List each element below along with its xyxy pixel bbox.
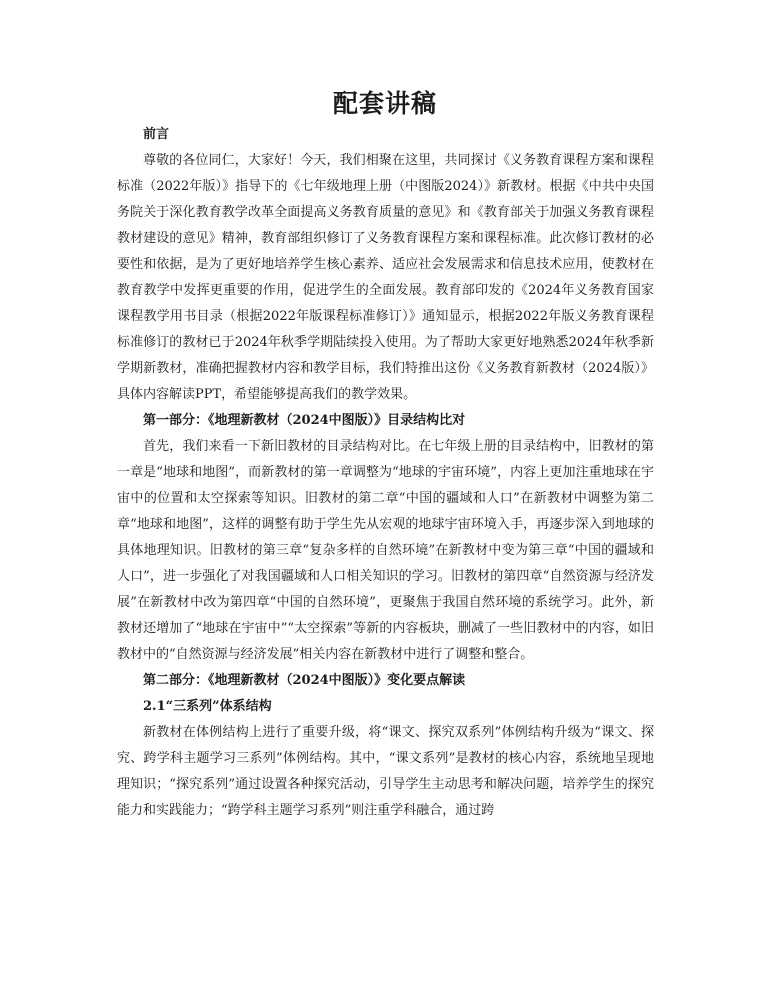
part1-paragraph: 首先，我们来看一下新旧教材的目录结构对比。在七年级上册的目录结构中，旧教材的第一章是“地球和地图”，而新教材的第一章调整为“地球的宇宙环境”，内容上更加注重地球在宇宙中的位置和太空探索等知识。旧教材的第二章“中国的疆域和人口”在新教材中调整为第二章“地球和地图”，这样的调整有助于学生先从宏观的地球宇宙环境入手，再逐步深入到地球的具体地理知识。旧教材的第三章“复杂多样的自然环境”在新教材中变为第三章“中国的疆域和人口”，进一步强化了对我国疆域和人口相关知识的学习。旧教材的第四章“自然资源与经济发展”在新教材中改为第四章“中国的自然环境”，更聚焦于我国自然环境的系统学习。此外，新教材还增加了“地球在宇宙中”“太空探索”等新的内容板块，删减了一些旧教材中的内容，如旧教材中的“自然资源与经济发展”相关内容在新教材中进行了调整和整合。 [117, 439, 654, 662]
section21-paragraph: 新教材在体例结构上进行了重要升级，将“课文、探究双系列”体例结构升级为“课文、探究、跨学科主题学习三系列”体例结构。其中，“课文系列”是教材的核心内容，系统地呈现地理知识；“探究系列”通过设置各种探究活动，引导学生主动思考和解决问题，培养学生的探究能力和实践能力；“跨学科主题学习系列”则注重学科融合，通过跨 [117, 725, 654, 818]
section21-heading: 2.1“三系列”体系结构 [143, 699, 272, 714]
part2-heading: 第二部分：《地理新教材（2024中图版）》变化要点解读 [143, 673, 466, 688]
part1-heading: 第一部分：《地理新教材（2024中图版）》目录结构比对 [143, 413, 466, 428]
preface-paragraph: 尊敬的各位同仁，大家好！今天，我们相聚在这里，共同探讨《义务教育课程方案和课程标准（2022年版）》指导下的《七年级地理上册（中图版2024）》新教材。根据《中共中央国务院关于深化教育教学改革全面提高义务教育质量的意见》和《教育部关于加强义务教育课程教材建设的意见》精神，教育部组织修订了义务教育课程方案和课程标准。此次修订教材的必要性和依据，是为了更好地培养学生核心素养、适应社会发展需求和信息技术应用，使教材在教育教学中发挥更重要的作用，促进学生的全面发展。教育部印发的《2024年义务教育国家课程教学用书目录（根据2022年版课程标准修订）》通知显示，根据2022年版义务教育课程标准修订的教材已于2024年秋季学期陆续投入使用。为了帮助大家更好地熟悉2024年秋季新学期新教材，准确把握教材内容和教学目标，我们特推出这份《义务教育新教材（2024版）》具体内容解读PPT，希望能够提高我们的教学效果。 [117, 153, 654, 402]
preface-heading: 前言 [143, 127, 170, 142]
document-body [117, 122, 654, 824]
document-title: 配套讲稿 [332, 89, 437, 118]
